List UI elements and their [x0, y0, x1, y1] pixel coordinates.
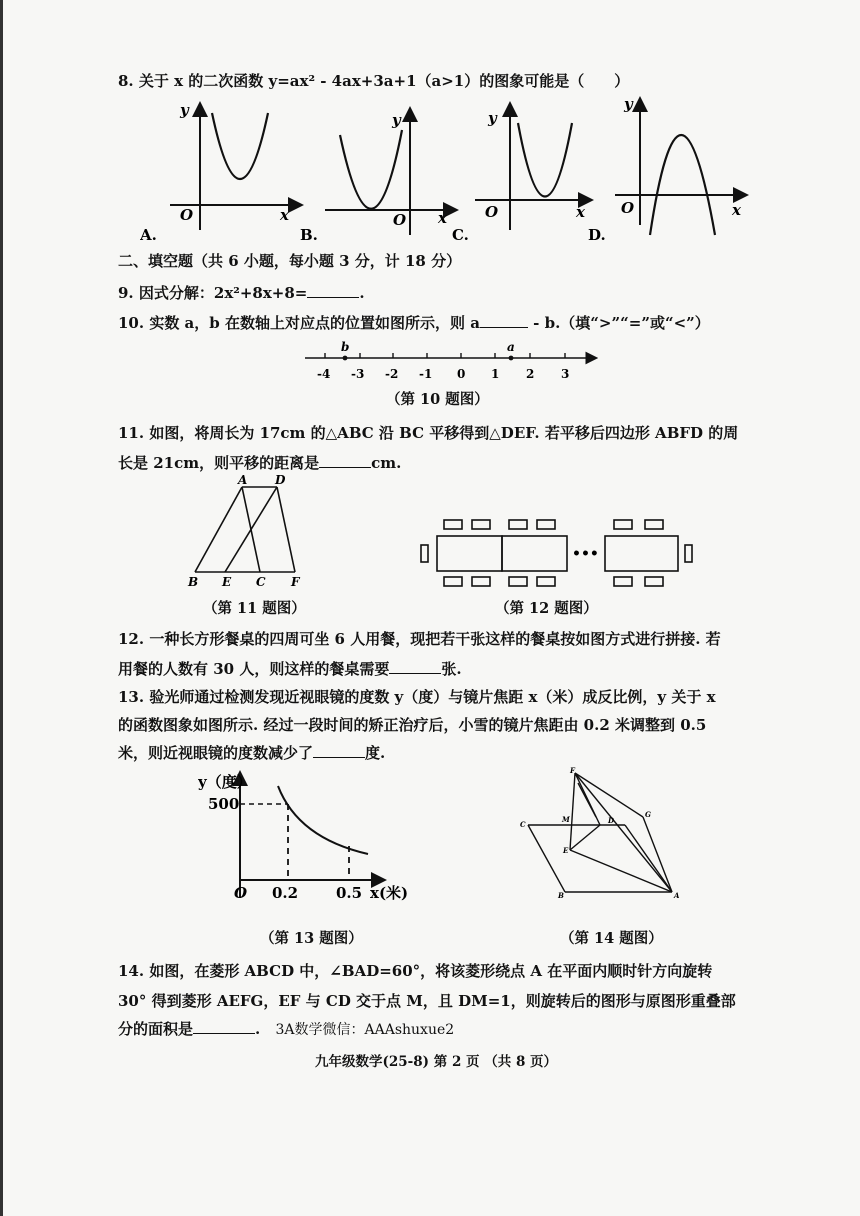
q14-line3 [118, 1018, 454, 1039]
q9-prefix: 9. 因式分解：2x²+8x+8= [118, 284, 308, 302]
q14-label-d: D [608, 816, 615, 825]
q12-line2-suffix: 张. [441, 660, 462, 678]
q8-d-origin: O [621, 199, 635, 217]
q10-tick-6: 2 [526, 367, 535, 381]
q14-blank [193, 1019, 255, 1034]
q8-option-a-graph [140, 101, 300, 244]
q10-line [118, 312, 710, 333]
q8-text: 8. 关于 x 的二次函数 y=ax² - 4ax+3a+1（a>1）的图象可能是（ ） [118, 72, 630, 90]
q13-y-tick: 500 [208, 795, 240, 813]
q13-line2: 的函数图象如图所示. 经过一段时间的矫正治疗后，小雪的镜片焦距由 0.2 米调整到 0.5 [118, 716, 707, 734]
q10-prefix: 10. 实数 a，b 在数轴上对应点的位置如图所示，则 a [118, 314, 480, 332]
q8-graphs [140, 95, 760, 245]
q14-line3-prefix: 分的面积是 [118, 1020, 194, 1038]
q9-line [118, 282, 365, 303]
q13-ylabel: y（度） [198, 773, 252, 791]
q12-caption: （第 12 题图） [495, 600, 598, 617]
q13-blank [313, 743, 365, 758]
q11-label-a: A [238, 473, 248, 487]
q11-caption: （第 11 题图） [203, 600, 306, 617]
q11-label-c: C [256, 575, 266, 589]
q14-label-c: C [520, 820, 526, 829]
q11-label-d: D [275, 473, 286, 487]
q14-label-m: M [562, 815, 570, 824]
q12-figure [415, 514, 695, 594]
q8-d-x: x [732, 201, 741, 219]
q13-xlabel: x(米) [370, 884, 409, 902]
q12-line2 [118, 658, 462, 679]
q12-line1: 12. 一种长方形餐桌的四周可坐 6 人用餐，现把若干张这样的餐桌按如图方式进行拼接. 若 [118, 630, 721, 648]
q8-a-y: y [180, 101, 189, 119]
q14-figure [520, 765, 690, 905]
q11-line2-prefix: 长是 21cm，则平移的距离是 [118, 454, 320, 472]
q14-label-b: B [558, 891, 564, 900]
q9-blank [307, 283, 359, 298]
q10-label-a: a [507, 340, 515, 354]
q8-a-origin: O [180, 206, 194, 224]
page-edge [0, 0, 3, 1216]
q13-x-tick-2: 0.5 [336, 884, 363, 902]
q13-line1: 13. 验光师通过检测发现近视眼镜的度数 y（度）与镜片焦距 x（米）成反比例，y 关于 x [118, 688, 716, 706]
q8-b-origin: O [393, 211, 407, 229]
q14-label-e: E [563, 846, 569, 855]
q8-c-y: y [488, 109, 497, 127]
q14-label-a: A [674, 891, 680, 900]
q11-label-b: B [188, 575, 199, 589]
q11-blank [319, 453, 371, 468]
q10-point-a [509, 356, 514, 361]
q10-tick-1: -3 [351, 367, 365, 381]
q10-label-b: b [341, 340, 350, 354]
q8-b-x: x [438, 209, 447, 227]
q9-suffix: . [359, 284, 365, 302]
q8-a-label: A. [140, 226, 157, 244]
q10-number-line [300, 338, 610, 388]
q8-a-x: x [280, 206, 289, 224]
q8-option-b-graph [300, 110, 455, 244]
q12-blank [389, 659, 441, 674]
q8-c-label: C. [452, 226, 469, 244]
q10-tick-5: 1 [491, 367, 500, 381]
q8-d-y: y [624, 95, 633, 113]
q12-line2-prefix: 用餐的人数有 30 人，则这样的餐桌需要 [118, 660, 390, 678]
q10-point-b [343, 356, 348, 361]
q13-origin: O [234, 884, 248, 902]
q8-option-c-graph [452, 105, 590, 244]
q13-caption: （第 13 题图） [260, 930, 363, 947]
section-2-title: 二、填空题（共 6 小题，每小题 3 分，计 18 分） [118, 252, 462, 270]
q8-b-y: y [392, 111, 401, 129]
q14-caption: （第 14 题图） [560, 930, 663, 947]
q8-c-x: x [576, 203, 585, 221]
q10-caption: （第 10 题图） [386, 391, 489, 408]
q14-line2: 30° 得到菱形 AEFG，EF 与 CD 交于点 M，且 DM=1，则旋转后的图形与原图形重叠部 [118, 992, 736, 1010]
q8-c-origin: O [485, 203, 499, 221]
q11-line1: 11. 如图，将周长为 17cm 的△ABC 沿 BC 平移得到△DEF. 若平移后四边形 ABFD 的周 [118, 424, 739, 442]
q13-line3 [118, 742, 385, 763]
q14-label-g: G [645, 810, 651, 819]
q8-b-label: B. [300, 226, 318, 244]
q8-option-d-graph [588, 95, 745, 244]
q10-tick-4: 0 [457, 367, 466, 381]
q8-d-label: D. [588, 226, 606, 244]
q14-line1: 14. 如图，在菱形 ABCD 中，∠BAD=60°，将该菱形绕点 A 在平面内顺时针方向旋转 [118, 962, 713, 980]
q10-suffix: - b.（填“>”“=”或“<”） [527, 314, 710, 332]
q10-tick-2: -2 [385, 367, 399, 381]
q10-tick-3: -1 [419, 367, 433, 381]
q11-label-f: F [291, 575, 300, 589]
q13-line3-prefix: 米，则近视眼镜的度数减少了 [118, 744, 314, 762]
q13-line3-suffix: 度. [365, 744, 386, 762]
q11-figure [180, 472, 320, 592]
q13-graph [198, 768, 428, 908]
page-footer: 九年级数学(25-8) 第 2 页 （共 8 页） [315, 1054, 558, 1070]
q10-tick-7: 3 [561, 367, 570, 381]
q11-line2 [118, 452, 401, 473]
q14-line3-suffix: . [255, 1020, 261, 1038]
q11-line2-suffix: cm. [371, 454, 402, 472]
q11-label-e: E [222, 575, 232, 589]
q10-blank [480, 313, 528, 328]
q10-tick-0: -4 [317, 367, 331, 381]
q12-ellipsis: ••• [572, 546, 599, 562]
q14-label-f: F [570, 766, 575, 775]
q13-x-tick-1: 0.2 [272, 884, 299, 902]
q14-watermark: 3A数学微信：AAAshuxue2 [275, 1022, 455, 1038]
